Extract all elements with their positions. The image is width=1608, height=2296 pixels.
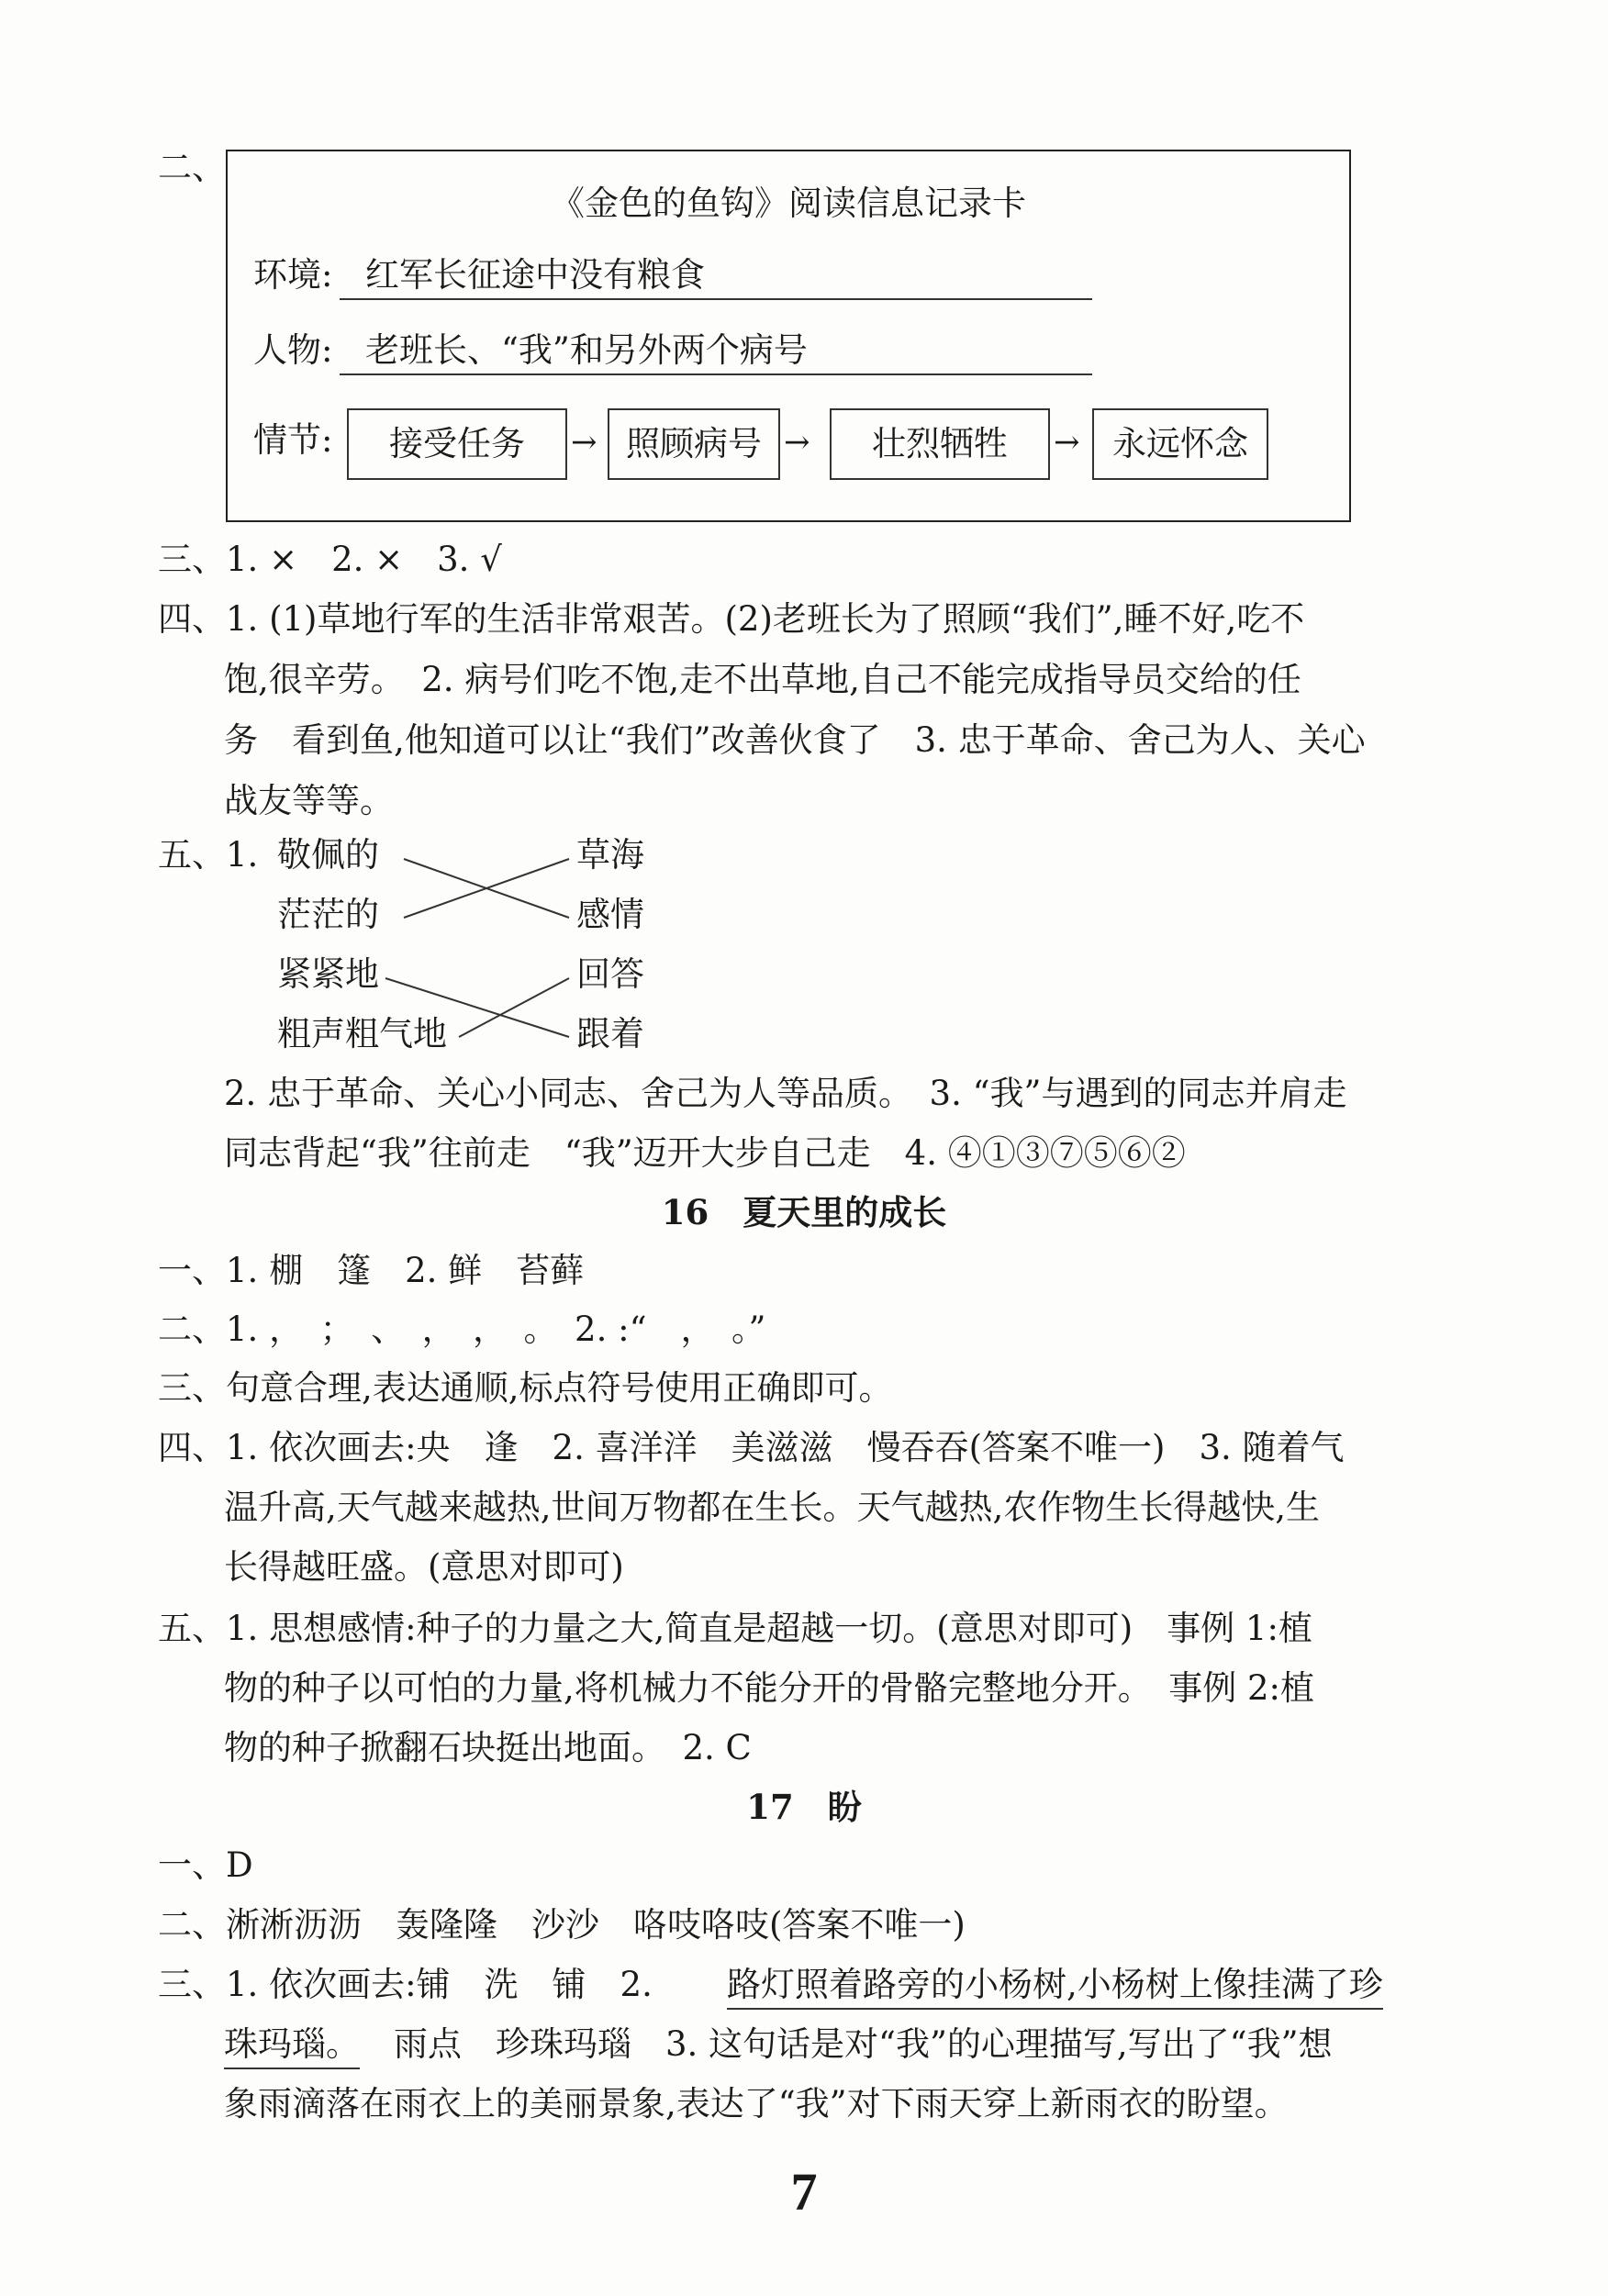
lesson-17-line: 二、淅淅沥沥 轰隆隆 沙沙 咯吱咯吱(答案不唯一) — [158, 1905, 966, 1945]
section-3: 三、1. × 2. × 3. √ — [158, 540, 502, 579]
lesson-16-line: 物的种子掀翻石块挺出地面。 2. C — [224, 1728, 752, 1767]
section-4-line: 四、1. (1)草地行军的生活非常艰苦。(2)老班长为了照顾“我们”,睡不好,吃不 — [158, 599, 1305, 639]
lesson-17-line: 三、1. 依次画去:铺 洗 铺 2. — [158, 1965, 653, 2004]
match-left-item: 紧紧地 — [277, 954, 379, 994]
env-label: 环境: — [253, 255, 333, 295]
page-number: 7 — [790, 2162, 818, 2222]
lesson-16-line: 二、1. ， ； 、 ， ， 。 2. :“ ， 。” — [158, 1310, 766, 1349]
match-right-item: 回答 — [576, 954, 644, 994]
arrow-right-icon: → — [571, 424, 597, 461]
underlined-answer: 路灯照着路旁的小杨树,小杨树上像挂满了珍 — [727, 1962, 1383, 2010]
env-value: 红军长征途中没有粮食 — [340, 252, 1092, 300]
card-title: 《金色的鱼钩》阅读信息记录卡 — [551, 184, 1026, 223]
lesson-16-line: 物的种子以可怕的力量,将机械力不能分开的骨骼完整地分开。 事例 2:植 — [224, 1668, 1315, 1708]
underlined-answer: 珠玛瑙。 — [224, 2022, 360, 2069]
arrow-right-icon: → — [1054, 424, 1080, 461]
plot-box-4: 永远怀念 — [1092, 408, 1268, 480]
section-4-line: 饱,很辛劳。 2. 病号们吃不饱,走不出草地,自己不能完成指导员交给的任 — [224, 660, 1301, 699]
match-left-item: 粗声粗气地 — [277, 1014, 447, 1053]
plot-box-1: 接受任务 — [347, 408, 567, 480]
match-right-item: 跟着 — [576, 1014, 644, 1053]
match-right-item: 草海 — [576, 835, 644, 875]
lesson-16-line: 一、1. 棚 篷 2. 鲜 苔藓 — [158, 1251, 585, 1290]
lesson-17-line: 雨点 珍珠玛瑙 3. 这句话是对“我”的心理描写,写出了“我”想 — [360, 2024, 1333, 2064]
plot-box-3: 壮烈牺牲 — [830, 408, 1050, 480]
section-4-line: 战友等等。 — [224, 781, 394, 820]
section-5-line: 同志背起“我”往前走 “我”迈开大步自己走 4. ④①③⑦⑤⑥② — [224, 1133, 1186, 1173]
section-5-label: 五、1. — [158, 835, 259, 875]
people-label: 人物: — [253, 330, 333, 370]
match-right-item: 感情 — [576, 895, 644, 934]
lesson-16-line: 长得越旺盛。(意思对即可) — [224, 1547, 624, 1587]
lesson-16-title: 16 夏天里的成长 — [661, 1192, 947, 1232]
lesson-17-line: 一、D — [158, 1845, 253, 1885]
section-5-line: 2. 忠于革命、关心小同志、舍己为人等品质。 3. “我”与遇到的同志并肩走 — [224, 1074, 1347, 1113]
match-left-item: 敬佩的 — [277, 835, 379, 875]
lesson-16-line: 温升高,天气越来越热,世间万物都在生长。天气越热,农作物生长得越快,生 — [224, 1488, 1321, 1527]
match-left-item: 茫茫的 — [277, 895, 379, 934]
section-4-line: 务 看到鱼,他知道可以让“我们”改善伙食了 3. 忠于革命、舍己为人、关心 — [224, 720, 1366, 760]
lesson-16-line: 四、1. 依次画去:央 逢 2. 喜洋洋 美滋滋 慢吞吞(答案不唯一) 3. 随着气 — [158, 1428, 1345, 1467]
lesson-16-line: 五、1. 思想感情:种子的力量之大,简直是超越一切。(意思对即可) 事例 1:植 — [158, 1609, 1312, 1648]
lesson-16-line: 三、句意合理,表达通顺,标点符号使用正确即可。 — [158, 1368, 893, 1408]
arrow-right-icon: → — [784, 424, 810, 461]
people-value: 老班长、“我”和另外两个病号 — [340, 328, 1092, 375]
plot-box-2: 照顾病号 — [608, 408, 780, 480]
lesson-17-title: 17 盼 — [746, 1787, 862, 1827]
plot-label: 情节: — [253, 420, 333, 460]
section-2-label: 二、 — [158, 148, 226, 187]
lesson-17-line: 象雨滴落在雨衣上的美丽景象,表达了“我”对下雨天穿上新雨衣的盼望。 — [224, 2084, 1289, 2123]
